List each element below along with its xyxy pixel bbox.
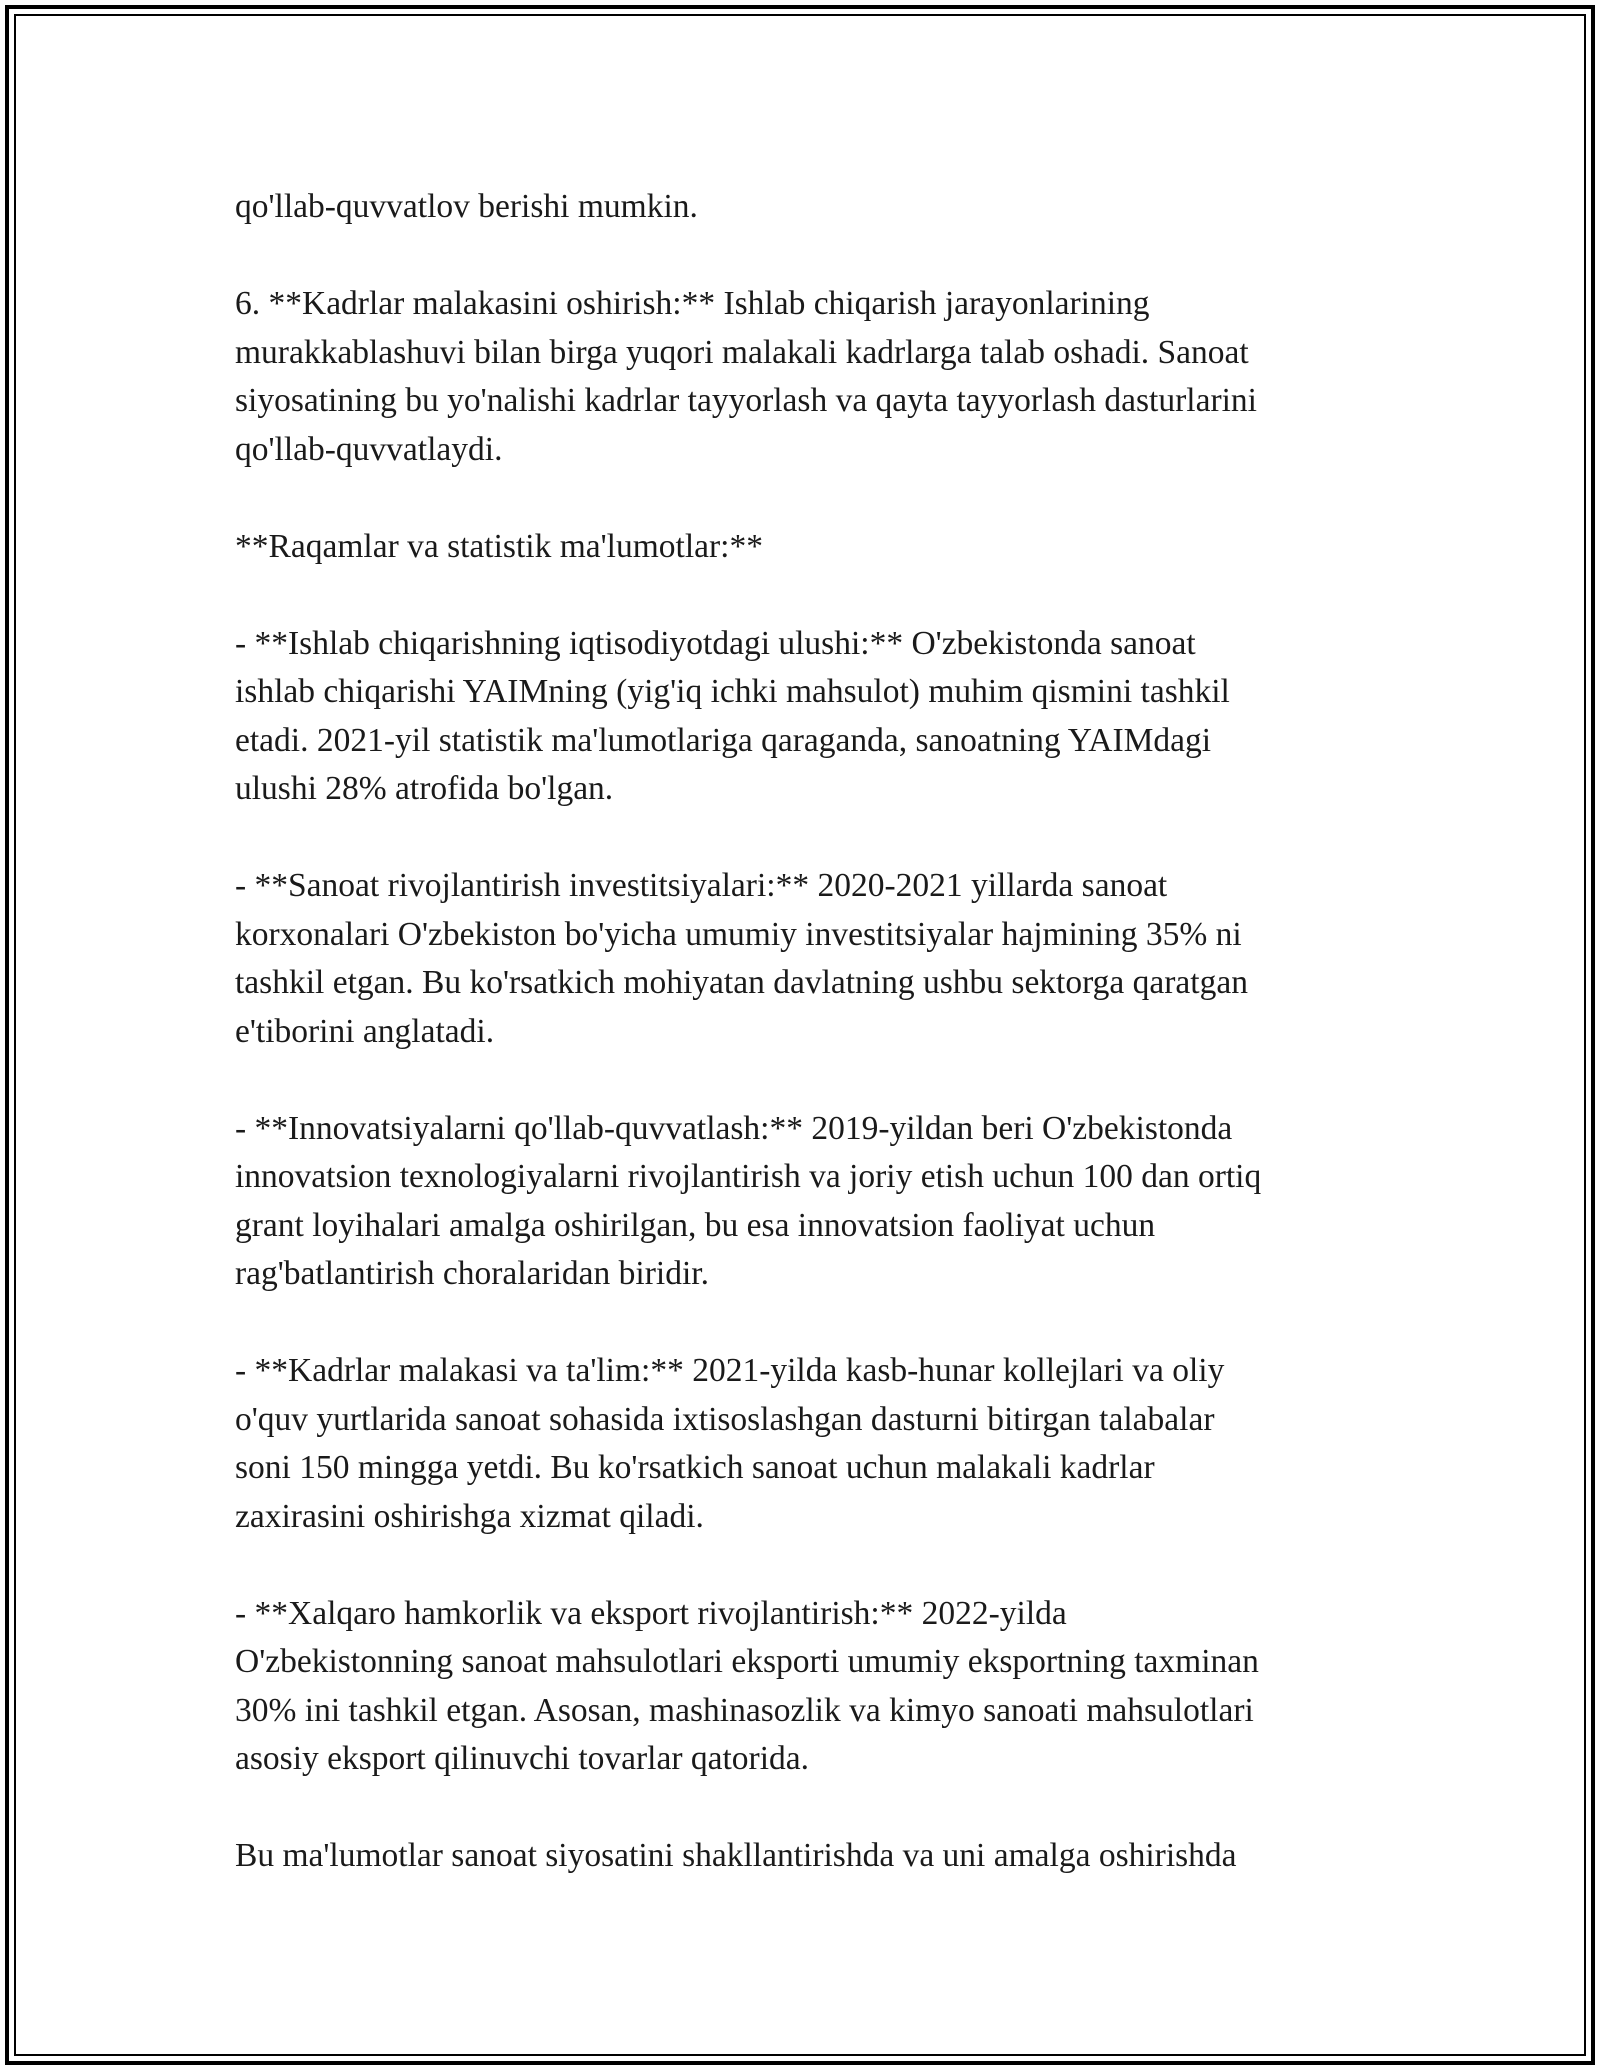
- section-heading-statistics: **Raqamlar va statistik ma'lumotlar:**: [235, 527, 763, 565]
- bullet-investments: - **Sanoat rivojlantirish investitsiyalari:** 2020-2021 yillarda sanoat korxonalari O'zbekiston bo'yicha umumiy investitsiyalar hajmining 35% ni tashkil etgan. Bu ko'rsatkich mohiyatan davlatning ushbu sektorga qaratgan e'tiborini anglatadi.: [235, 867, 1248, 1050]
- bullet-staff-education: - **Kadrlar malakasi va ta'lim:** 2021-yilda kasb-hunar kollejlari va oliy o'quv yurtlarida sanoat sohasida ixtisoslashgan dasturni bitirgan talabalar soni 150 mingga yetdi. Bu ko'rsatkich sanoat uchun malakali kadrlar zaxirasini oshirishga xizmat qiladi.: [235, 1352, 1225, 1535]
- bullet-industry-share: - **Ishlab chiqarishning iqtisodiyotdagi ulushi:** O'zbekistonda sanoat ishlab chiqarishi YAIMning (yig'iq ichki mahsulot) muhim qismini tashkil etadi. 2021-yil statistik ma'lumotlariga qaraganda, sanoatning YAIMdagi ulushi 28% atrofida bo'lgan.: [235, 624, 1230, 807]
- paragraph-item-6-staff-training: 6. **Kadrlar malakasini oshirish:** Ishlab chiqarish jarayonlarining murakkablashuvi bilan birga yuqori malakali kadrlarga talab oshadi. Sanoat siyosatining bu yo'nalishi kadrlar tayyorlash va qayta tayyorlash dasturlarini qo'llab-quvvatlaydi.: [235, 285, 1257, 468]
- document-body: [235, 183, 1385, 1881]
- paragraph-continuation: qo'llab-quvvatlov berishi mumkin.: [235, 188, 698, 225]
- paragraph-closing: Bu ma'lumotlar sanoat siyosatini shakllantirishda va uni amalga oshirishda: [235, 1837, 1237, 1874]
- bullet-innovation-support: - **Innovatsiyalarni qo'llab-quvvatlash:** 2019-yildan beri O'zbekistonda innovatsion texnologiyalarni rivojlantirish va joriy etish uchun 100 dan ortiq grant loyihalari amalga oshirilgan, bu esa innovatsion faoliyat uchun rag'batlantirish choralaridan biridir.: [235, 1109, 1262, 1292]
- bullet-international-export: - **Xalqaro hamkorlik va eksport rivojlantirish:** 2022-yilda O'zbekistonning sanoat mahsulotlari eksporti umumiy eksportning taxminan 30% ini tashkil etgan. Asosan, mashinasozlik va kimyo sanoati mahsulotlari asosiy eksport qilinuvchi tovarlar qatorida.: [235, 1594, 1259, 1777]
